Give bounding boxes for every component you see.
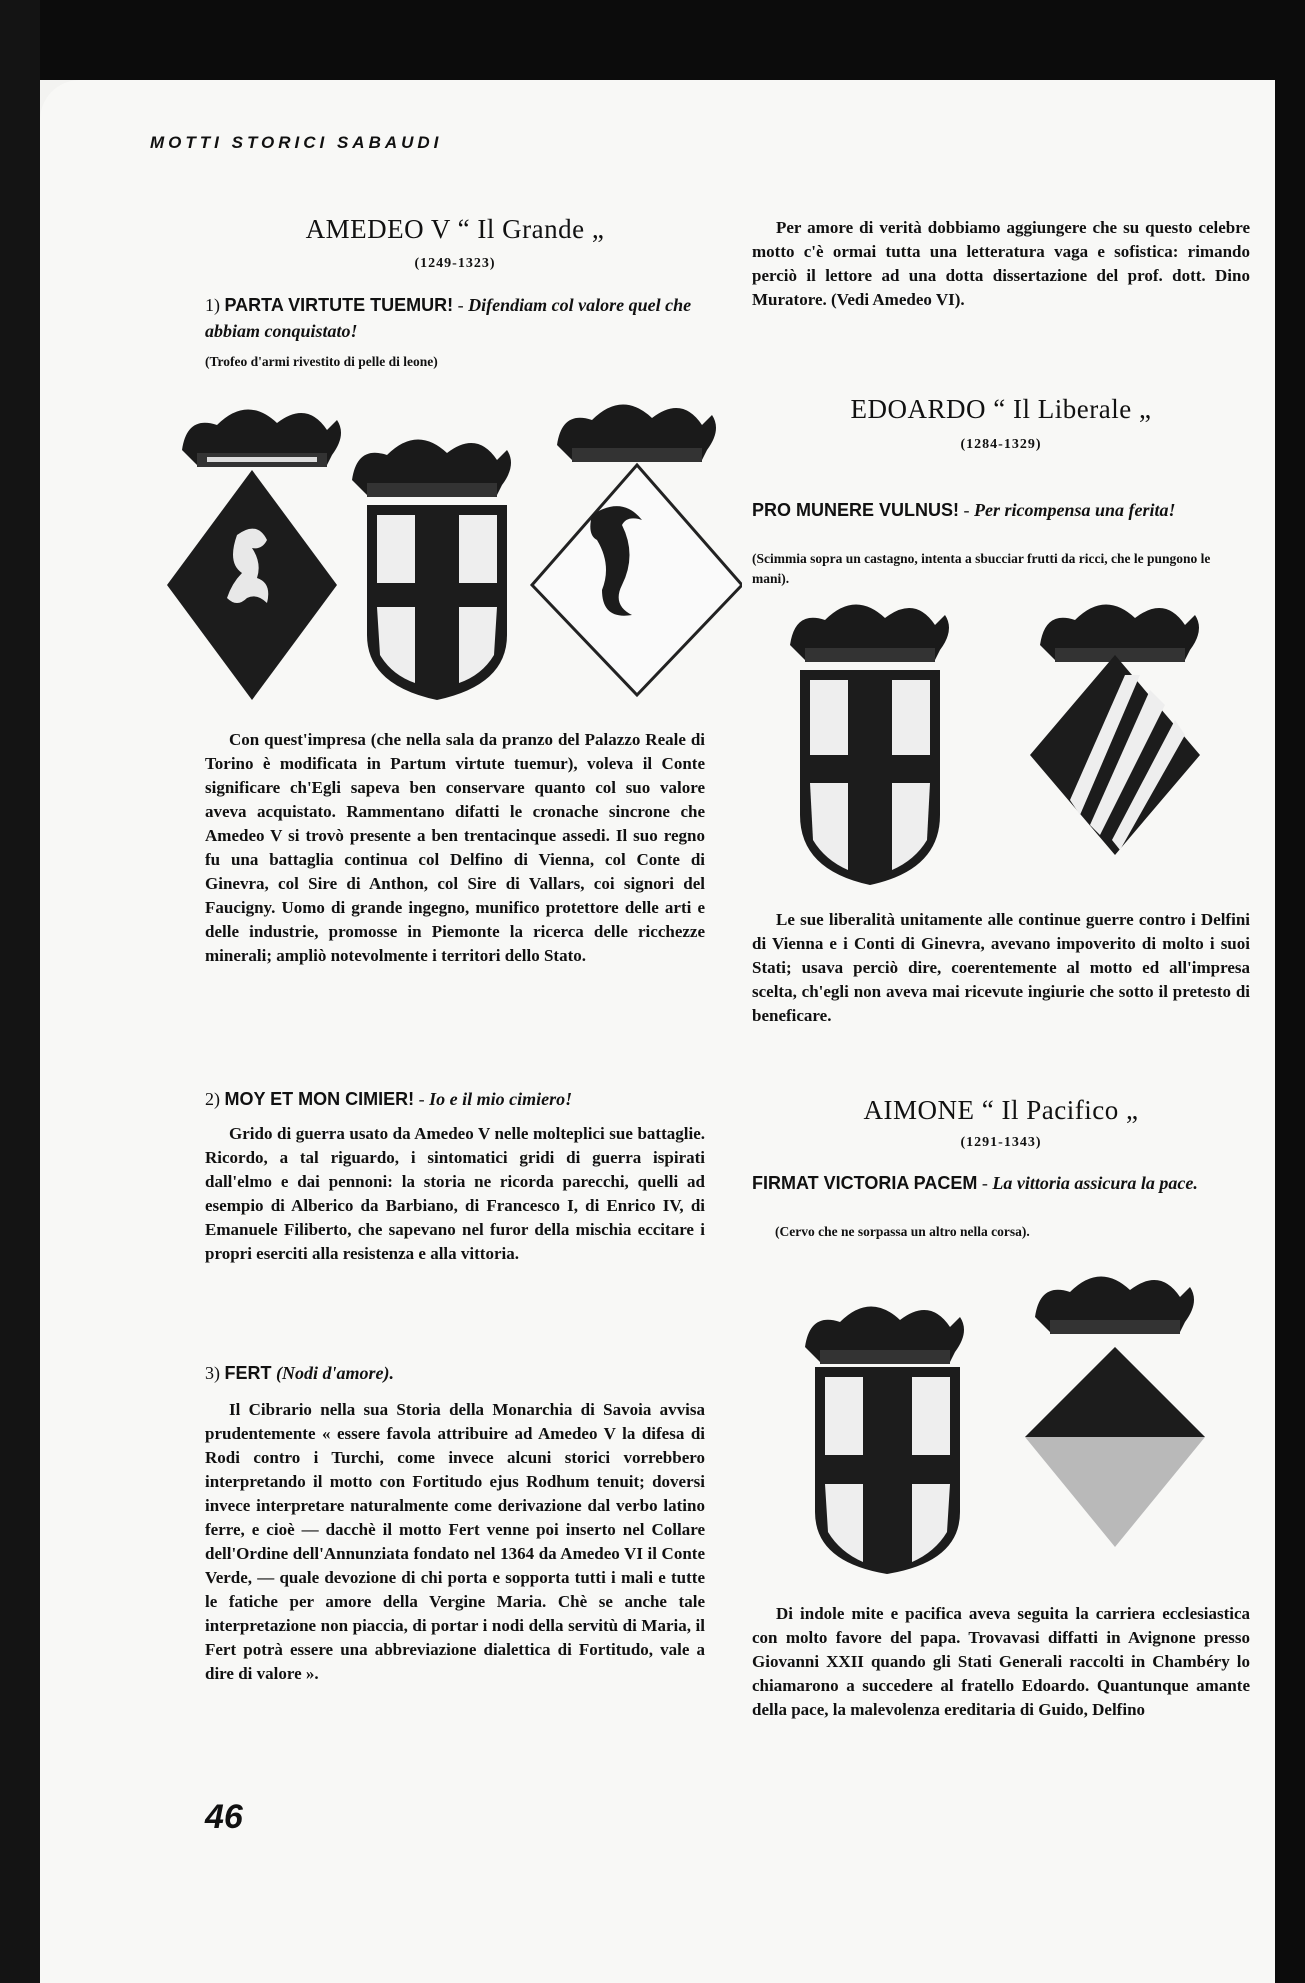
divided-shield-icon [1025,1347,1205,1547]
crown-icon [182,409,341,467]
aimone-shields-illustration [795,1262,1235,1577]
aimone-title: AIMONE “ Il Pacifico „ [863,1095,1139,1125]
crown-icon [352,439,511,497]
motto-1-text: PARTA VIRTUTE TUEMUR! [224,295,454,315]
motto-2-translation: Io e il mio cimiero! [429,1089,573,1109]
motto-1-number: 1) [205,295,220,315]
crown-icon [790,604,949,662]
edoardo-motto-text: PRO MUNERE VULNUS! [752,500,960,520]
amedeo-paragraph-2 [205,1122,705,1276]
motto-1-note: (Trofeo d'armi rivestito di pelle di leone) [205,354,438,369]
amedeo-motto-3 [205,1360,705,1386]
motto-3-translation: (Nodi d'amore). [276,1363,394,1383]
dolphin-shield-icon [532,465,742,695]
aimone-years: (1291-1343) [960,1135,1042,1150]
running-header: MOTTI STORICI SABAUDI [150,133,443,152]
motto-1-translation: Difendiam col valore quel che abbiam conquistato! [205,295,692,341]
motto-2-text: MOY ET MON CIMIER! [224,1089,415,1109]
right-intro-paragraph [752,216,1250,322]
motto-2-number: 2) [205,1089,220,1109]
aimone-motto-translation: La vittoria assicura la pace. [992,1173,1198,1193]
edoardo-motto-dash: - [963,500,970,520]
edoardo-title: EDOARDO “ Il Liberale „ [850,394,1152,424]
savoy-cross-shield-icon [815,1367,960,1574]
amedeo-motto-1 [205,292,705,344]
amedeo-paragraph-1 [205,728,705,978]
paragraph-text: Con quest'impresa (che nella sala da pranzo del Palazzo Reale di Torino è modificata in Partum virtute tuemur), voleva il Conte significare ch'Egli sapeva ben conservare quanto col suo valore aveva acquistato. Rammentano difatti le cronache sincrone che Amedeo V si trovò presente a ben trentacinque assedi. Il suo regno fu una battaglia continua col Delfino di Vienna, col Conte di Ginevra, col Sire di Anthon, col Sire di Vallars, coi signori del Faucigny. Uomo di grande ingegno, munifico protettore delle arti e delle industrie, promosse in Piemonte la ricerca delle ricchezze minerali; ampliò notevolmente i territori dello Stato. [205,730,705,965]
aimone-note: (Cervo che ne sorpassa un altro nella corsa). [775,1224,1030,1239]
scan-left-border [0,0,40,1983]
striped-shield-icon [1030,655,1200,855]
crown-icon [1040,604,1199,662]
amedeo-title: AMEDEO V “ Il Grande „ [305,214,605,244]
amedeo-paragraph-3 [205,1398,705,1696]
savoy-cross-shield-icon [800,670,940,885]
crown-icon [557,404,716,462]
paragraph-text: Di indole mite e pacifica aveva seguita la carriera ecclesiastica con molto favore del papa. Trovavasi diffatti in Avignone presso Giovanni XXII quando gli Stati Generali raccolti in Chambéry lo chiamarono a succedere al fratello Edoardo. Quantunque amante della pace, la malevolenza ereditaria di Guido, Delfino [752,1604,1250,1719]
edoardo-motto [752,497,1250,523]
scan-right-border [1275,0,1305,1983]
motto-3-text: FERT [224,1363,272,1383]
amedeo-years: (1249-1323) [414,256,496,271]
motto-1-dash: - [457,295,464,315]
edoardo-motto-translation: Per ricompensa una ferita! [974,500,1176,520]
motto-2-dash: - [418,1089,425,1109]
paragraph-text: Il Cibrario nella sua Storia della Monarchia di Savoia avvisa prudentemente « essere favola attribuire ad Amedeo V la difesa di Rodi contro i Turchi, come invece alcuni storici vorrebbero interpretando il motto con Fortitudo ejus Rodhum tenuit; doversi invece interpretare naturalmente come derivazione dal verbo latino ferre, e cioè — dacchè il motto Fert venne poi inserto nel Collare dell'Ordine dell'Annunziata fondato nel 1364 da Amedeo VI il Conte Verde, — quale devozione di chi porta e sopporta tutti i mali e tutte le fatiche per amore della Vergine Maria. Chè se anche tale interpretazione non piaccia, di portar i nodi della servitù di Maria, il Fert potrà essere una abbreviazione dialettica di Fortitudo, vale a dire di valore ». [205,1400,705,1683]
aimone-motto-text: FIRMAT VICTORIA PACEM [752,1173,978,1193]
motto-3-number: 3) [205,1363,220,1383]
paragraph-text: Grido di guerra usato da Amedeo V nelle molteplici sue battaglie. Ricordo, a tal riguardo, i sintomatici gridi di guerra ispirati dall'elmo e dai pennoni: la storia ne ricorda parecchi, quelli ad esempio di Alberico da Barbiano, di Francesco I, di Enrico IV, di Emanuele Filiberto, che sapevano nel furor della mischia eccitare i propri eserciti alla resistenza e alla vittoria. [205,1124,705,1263]
edoardo-paragraph [752,908,1250,1038]
crown-icon [1035,1276,1194,1334]
page-number: 46 [205,1798,243,1836]
savoy-cross-shield-icon [367,505,507,700]
paragraph-text: Le sue liberalità unitamente alle continue guerre contro i Delfini di Vienna e i Conti di Ginevra, avevano impoverito di molto i suoi Stati; usava perciò dire, coerentemente al motto ed all'impresa scelta, ch'egli non aveva mai ricevute ingiurie che sotto il pretesto di beneficare. [752,910,1250,1025]
amedeo-shields-illustration [152,385,742,705]
aimone-motto-dash: - [981,1173,988,1193]
amedeo-motto-2 [205,1086,705,1112]
crown-icon [805,1306,964,1364]
edoardo-shields-illustration [780,585,1230,890]
aimone-paragraph [752,1602,1250,1732]
lion-shield-icon [167,470,337,700]
scan-top-border [0,0,1305,80]
aimone-motto [752,1170,1250,1196]
edoardo-years: (1284-1329) [960,437,1042,452]
paragraph-text: Per amore di verità dobbiamo aggiungere che su questo celebre motto c'è ormai tutta una letteratura vaga e sofistica: rimando perciò il lettore ad una dotta dissertazione del prof. dott. Dino Muratore. (Vedi Amedeo VI). [752,218,1250,309]
edoardo-note: (Scimmia sopra un castagno, intenta a sbucciar frutti da ricci, che le pungono le mani). [752,551,1211,586]
